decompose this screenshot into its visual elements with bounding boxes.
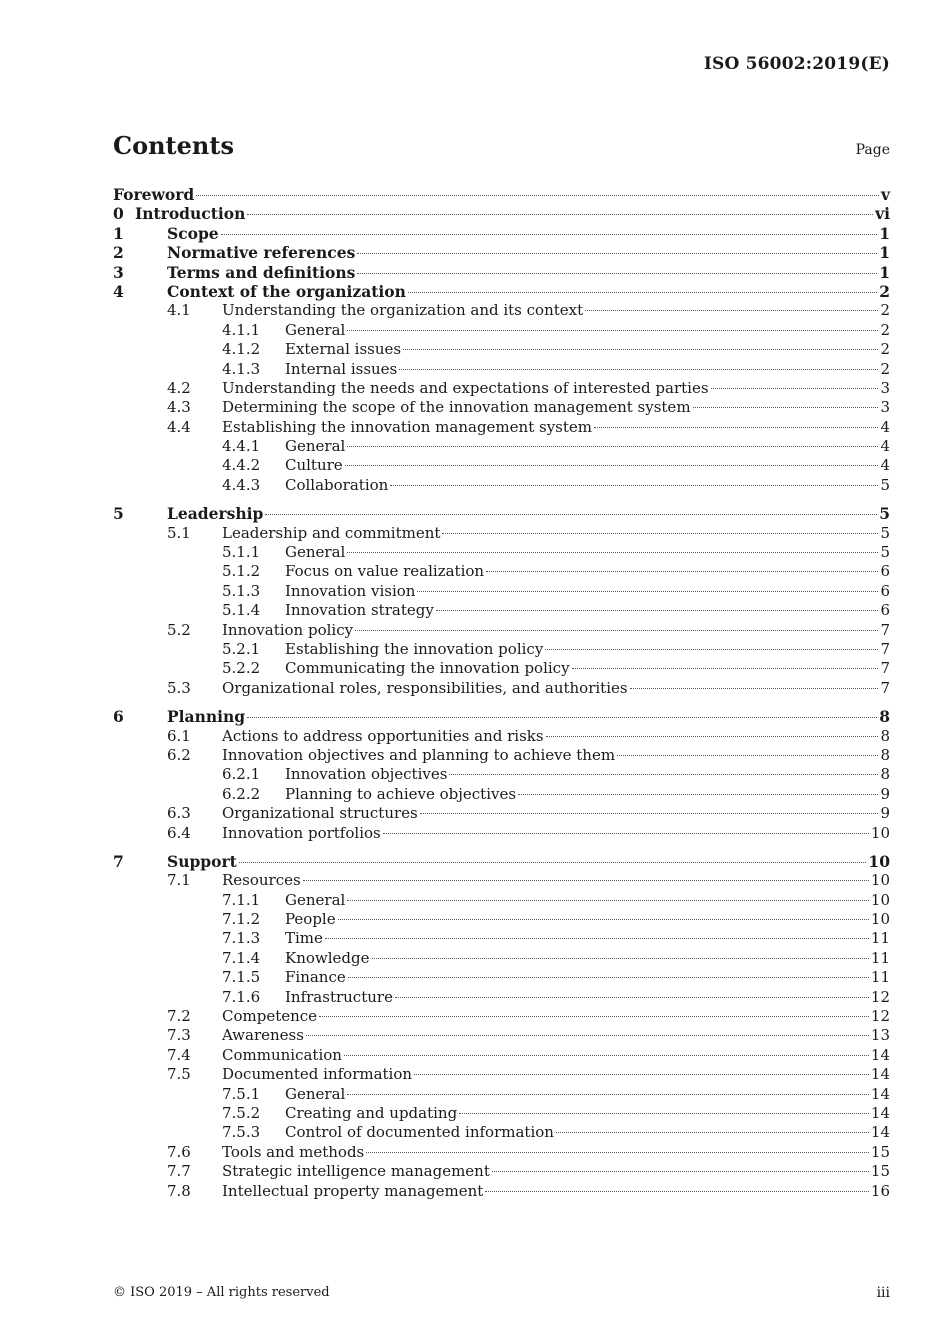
toc-dot-leader — [693, 407, 879, 408]
toc-entry-page: 6 — [880, 581, 890, 600]
toc-entry-title: General — [285, 890, 346, 909]
toc-entry[interactable] — [113, 504, 890, 523]
toc-entry-page: 14 — [870, 1065, 890, 1084]
toc-entry-page: 4 — [880, 417, 890, 436]
toc-dot-leader — [319, 1016, 869, 1017]
table-of-contents — [113, 185, 890, 1201]
toc-entry[interactable] — [113, 224, 890, 243]
toc-dot-leader — [247, 717, 877, 718]
toc-dot-leader — [546, 736, 879, 737]
toc-entry-page: 3 — [880, 378, 890, 397]
toc-entry-number: 6.2.2 — [222, 784, 261, 803]
toc-entry-page: 14 — [870, 1084, 890, 1103]
toc-entry-page: v — [880, 185, 890, 204]
toc-entry-title: General — [285, 1084, 346, 1103]
toc-entry-title: Terms and definitions — [167, 262, 356, 282]
toc-entry-title: Control of documented information — [285, 1123, 554, 1142]
toc-entry-number: 7.1.2 — [222, 910, 261, 929]
toc-dot-leader — [347, 552, 878, 553]
toc-entry[interactable] — [113, 640, 890, 659]
toc-entry-title: Context of the organization — [167, 281, 406, 301]
toc-entry-number: 4.3 — [167, 398, 191, 417]
toc-entry-number: 7.1.5 — [222, 968, 261, 987]
toc-entry-title: Internal issues — [285, 359, 398, 378]
toc-entry[interactable] — [113, 621, 890, 640]
toc-entry-page: 15 — [870, 1162, 890, 1181]
toc-entry-page: 11 — [870, 948, 890, 967]
toc-entry-title: Innovation strategy — [285, 601, 434, 620]
toc-entry-page: 7 — [880, 620, 890, 639]
toc-entry-number: 4.4.1 — [222, 437, 261, 456]
toc-entry-title: Innovation objectives — [285, 765, 448, 784]
toc-entry-title: Innovation objectives and planning to achieve them — [222, 745, 616, 764]
toc-entry[interactable] — [113, 1143, 890, 1162]
toc-entry[interactable] — [113, 398, 890, 417]
toc-dot-leader — [355, 630, 878, 631]
toc-entry-page: 3 — [880, 398, 890, 417]
toc-entry-number: 7.1 — [167, 871, 191, 890]
toc-entry-page: 13 — [870, 1026, 890, 1045]
toc-entry-number: 4.1.2 — [222, 340, 261, 359]
toc-entry-title: Scope — [167, 223, 219, 243]
toc-entry-title: Resources — [222, 871, 301, 890]
toc-entry[interactable] — [113, 321, 890, 340]
toc-entry-page: 1 — [879, 243, 890, 263]
toc-entry-title: Actions to address opportunities and risks — [222, 726, 544, 745]
toc-entry-number: 4.1.1 — [222, 320, 261, 339]
toc-entry-page: 9 — [880, 784, 890, 803]
toc-entry-page: 4 — [880, 456, 890, 475]
toc-dot-leader — [545, 649, 878, 650]
toc-entry[interactable] — [113, 185, 890, 204]
toc-entry-title: Understanding the needs and expectations of interested parties — [222, 378, 709, 397]
toc-entry[interactable] — [113, 456, 890, 475]
toc-entry-page: 8 — [880, 765, 890, 784]
toc-dot-leader — [347, 330, 878, 331]
toc-entry-title: Planning to achieve objectives — [285, 784, 517, 803]
toc-dot-leader — [347, 900, 869, 901]
toc-dot-leader — [357, 273, 877, 274]
toc-entry-number: 5.1.2 — [222, 562, 261, 581]
toc-entry-number: 7.3 — [167, 1026, 191, 1045]
toc-entry-number: 5.2.2 — [222, 659, 261, 678]
toc-entry[interactable] — [113, 929, 890, 948]
toc-entry-title: Introduction — [135, 204, 246, 224]
toc-entry-number: 1 — [113, 223, 124, 243]
toc-entry[interactable] — [113, 524, 890, 543]
toc-entry-title: External issues — [285, 340, 402, 359]
toc-entry-page: vi — [875, 204, 890, 224]
toc-dot-leader — [306, 1035, 869, 1036]
toc-entry-number: 7.7 — [167, 1162, 191, 1181]
toc-dot-leader — [414, 1074, 869, 1075]
toc-entry-title: Innovation vision — [285, 581, 416, 600]
toc-entry-page: 5 — [880, 543, 890, 562]
toc-entry-number: 5.1.4 — [222, 601, 261, 620]
toc-entry-page: 7 — [880, 659, 890, 678]
toc-dot-leader — [395, 997, 869, 998]
toc-dot-leader — [345, 465, 879, 466]
toc-entry-title: Support — [167, 851, 237, 871]
toc-entry-number: 4 — [113, 281, 124, 301]
toc-entry-page: 2 — [879, 281, 890, 301]
toc-entry-title: Establishing the innovation policy — [285, 639, 544, 658]
toc-entry-number: 4.2 — [167, 378, 191, 397]
toc-entry[interactable] — [113, 727, 890, 746]
toc-entry-page: 5 — [880, 475, 890, 494]
footer-page-number: iii — [876, 1285, 890, 1301]
toc-entry-title: Organizational structures — [222, 804, 418, 823]
toc-entry-number: 7.1.3 — [222, 929, 261, 948]
toc-dot-leader — [630, 688, 879, 689]
toc-entry-page: 7 — [880, 639, 890, 658]
toc-entry-page: 7 — [880, 678, 890, 697]
toc-entry-number: 7.5.1 — [222, 1084, 261, 1103]
toc-entry[interactable] — [113, 204, 890, 223]
toc-entry-number: 7 — [113, 851, 124, 871]
toc-entry-title: Time — [285, 929, 323, 948]
toc-dot-leader — [247, 214, 873, 215]
toc-dot-leader — [403, 349, 878, 350]
toc-entry-number: 7.1.4 — [222, 948, 261, 967]
toc-entry[interactable] — [113, 301, 890, 320]
toc-entry-number: 5.1.1 — [222, 543, 261, 562]
toc-entry-page: 11 — [870, 929, 890, 948]
toc-dot-leader — [436, 610, 879, 611]
toc-entry[interactable] — [113, 360, 890, 379]
toc-entry-number: 7.8 — [167, 1181, 191, 1200]
toc-entry-number: 5.1 — [167, 523, 191, 542]
toc-entry-title: Tools and methods — [222, 1142, 365, 1161]
toc-entry-number: 5 — [113, 504, 124, 524]
toc-entry-number: 7.1.1 — [222, 890, 261, 909]
toc-dot-leader — [585, 310, 878, 311]
toc-entry[interactable] — [113, 804, 890, 823]
toc-entry[interactable] — [113, 891, 890, 910]
toc-entry[interactable] — [113, 1085, 890, 1104]
toc-entry-number: 4.4.2 — [222, 456, 261, 475]
toc-entry-number: 6.2 — [167, 745, 191, 764]
toc-dot-leader — [408, 292, 877, 293]
toc-entry[interactable] — [113, 871, 890, 890]
toc-entry-title: Communicating the innovation policy — [285, 659, 570, 678]
toc-entry-title: General — [285, 543, 346, 562]
toc-entry-page: 14 — [870, 1123, 890, 1142]
toc-entry[interactable] — [113, 1007, 890, 1026]
toc-entry-title: General — [285, 437, 346, 456]
toc-entry[interactable] — [113, 340, 890, 359]
toc-entry-title: Focus on value realization — [285, 562, 485, 581]
toc-entry-title: Collaboration — [285, 475, 389, 494]
toc-entry[interactable] — [113, 765, 890, 784]
toc-entry-title: Leadership and commitment — [222, 523, 441, 542]
toc-dot-leader — [344, 1055, 869, 1056]
toc-entry-title: Strategic intelligence management — [222, 1162, 490, 1181]
toc-entry-page: 1 — [879, 223, 890, 243]
toc-entry-title: Organizational roles, responsibilities, and authorities — [222, 678, 628, 697]
toc-entry-page: 8 — [880, 745, 890, 764]
toc-entry-number: 5.3 — [167, 678, 191, 697]
toc-dot-leader — [459, 1113, 869, 1114]
toc-dot-leader — [449, 774, 878, 775]
document-id: ISO 56002:2019(E) — [703, 54, 890, 74]
toc-entry-page: 4 — [880, 437, 890, 456]
toc-entry[interactable] — [113, 418, 890, 437]
toc-entry[interactable] — [113, 263, 890, 282]
toc-dot-leader — [366, 1152, 869, 1153]
toc-entry-title: Innovation policy — [222, 620, 354, 639]
toc-entry-page: 6 — [880, 601, 890, 620]
toc-entry-number: 7.4 — [167, 1045, 191, 1064]
toc-dot-leader — [518, 794, 878, 795]
toc-dot-leader — [572, 668, 879, 669]
toc-entry-page: 11 — [870, 968, 890, 987]
toc-entry-number: 4.1 — [167, 301, 191, 320]
toc-entry-page: 1 — [879, 262, 890, 282]
toc-entry[interactable] — [113, 707, 890, 726]
toc-dot-leader — [390, 485, 878, 486]
toc-dot-leader — [347, 1094, 869, 1095]
toc-entry-number: 0 — [113, 204, 124, 224]
toc-entry[interactable] — [113, 1123, 890, 1142]
toc-entry[interactable] — [113, 476, 890, 495]
toc-entry-number: 6.4 — [167, 823, 191, 842]
toc-entry-title: Finance — [285, 968, 346, 987]
toc-entry[interactable] — [113, 679, 890, 698]
toc-entry-number: 7.5.2 — [222, 1103, 261, 1122]
toc-entry-title: Culture — [285, 456, 343, 475]
toc-entry[interactable] — [113, 988, 890, 1007]
toc-entry[interactable] — [113, 243, 890, 262]
toc-entry[interactable] — [113, 1104, 890, 1123]
toc-entry-page: 6 — [880, 562, 890, 581]
toc-entry-page: 15 — [870, 1142, 890, 1161]
toc-entry-number: 6.1 — [167, 726, 191, 745]
toc-entry-number: 3 — [113, 262, 124, 282]
toc-entry[interactable] — [113, 1162, 890, 1181]
toc-entry-number: 5.2 — [167, 620, 191, 639]
toc-entry[interactable] — [113, 437, 890, 456]
toc-entry-number: 4.1.3 — [222, 359, 261, 378]
toc-entry-title: Documented information — [222, 1065, 413, 1084]
toc-entry-number: 2 — [113, 243, 124, 263]
toc-entry-number: 5.2.1 — [222, 639, 261, 658]
toc-dot-leader — [372, 958, 869, 959]
toc-entry[interactable] — [113, 1026, 890, 1045]
toc-entry-number: 7.1.6 — [222, 987, 261, 1006]
toc-entry-number: 5.1.3 — [222, 581, 261, 600]
toc-entry-page: 10 — [870, 871, 890, 890]
toc-entry[interactable] — [113, 824, 890, 843]
toc-dot-leader — [265, 514, 877, 515]
contents-title: Contents — [113, 131, 234, 160]
toc-entry-page: 14 — [870, 1103, 890, 1122]
toc-entry-title: Leadership — [167, 504, 264, 524]
toc-dot-leader — [239, 862, 867, 863]
toc-dot-leader — [325, 938, 869, 939]
toc-entry[interactable] — [113, 910, 890, 929]
toc-entry-page: 9 — [880, 804, 890, 823]
toc-entry-title: Determining the scope of the innovation management system — [222, 398, 691, 417]
toc-dot-leader — [303, 880, 869, 881]
toc-dot-leader — [221, 234, 878, 235]
toc-entry[interactable] — [113, 949, 890, 968]
toc-dot-leader — [485, 1191, 869, 1192]
toc-dot-leader — [357, 253, 877, 254]
toc-dot-leader — [348, 977, 869, 978]
toc-dot-leader — [594, 427, 878, 428]
footer-copyright: © ISO 2019 – All rights reserved — [113, 1285, 330, 1300]
toc-dot-leader — [347, 446, 878, 447]
toc-entry-title: General — [285, 320, 346, 339]
toc-entry[interactable] — [113, 379, 890, 398]
toc-entry[interactable] — [113, 1046, 890, 1065]
toc-entry-page: 8 — [880, 726, 890, 745]
toc-entry-page: 8 — [879, 707, 890, 727]
toc-entry-page: 14 — [870, 1045, 890, 1064]
toc-entry-page: 12 — [870, 987, 890, 1006]
toc-entry-title: Intellectual property management — [222, 1181, 484, 1200]
toc-entry[interactable] — [113, 543, 890, 562]
toc-entry-title: Infrastructure — [285, 987, 393, 1006]
toc-entry-title: People — [285, 910, 336, 929]
toc-entry-title: Normative references — [167, 243, 356, 263]
toc-entry[interactable] — [113, 852, 890, 871]
toc-entry-page: 2 — [880, 340, 890, 359]
toc-entry-title: Awareness — [222, 1026, 304, 1045]
toc-dot-leader — [383, 833, 869, 834]
toc-dot-leader — [711, 388, 879, 389]
toc-entry[interactable] — [113, 582, 890, 601]
toc-entry-title: Foreword — [113, 185, 195, 204]
toc-dot-leader — [338, 919, 869, 920]
toc-entry[interactable] — [113, 601, 890, 620]
toc-entry-title: Understanding the organization and its context — [222, 301, 584, 320]
toc-entry-title: Creating and updating — [285, 1103, 458, 1122]
toc-entry-page: 5 — [880, 523, 890, 542]
toc-dot-leader — [399, 369, 878, 370]
toc-entry-page: 2 — [880, 359, 890, 378]
toc-entry-number: 4.4 — [167, 417, 191, 436]
toc-entry-number: 6.2.1 — [222, 765, 261, 784]
toc-entry-page: 2 — [880, 301, 890, 320]
page-column-label: Page — [855, 142, 890, 158]
toc-entry-title: Communication — [222, 1045, 342, 1064]
toc-entry-page: 10 — [870, 910, 890, 929]
toc-dot-leader — [486, 571, 878, 572]
toc-dot-leader — [492, 1171, 869, 1172]
toc-entry-title: Planning — [167, 707, 246, 727]
toc-entry-page: 16 — [870, 1181, 890, 1200]
toc-entry[interactable] — [113, 1182, 890, 1201]
toc-dot-leader — [420, 813, 879, 814]
toc-dot-leader — [617, 755, 878, 756]
toc-entry-number: 4.4.3 — [222, 475, 261, 494]
toc-dot-leader — [556, 1132, 869, 1133]
toc-entry-page: 12 — [870, 1007, 890, 1026]
toc-entry[interactable] — [113, 562, 890, 581]
toc-entry-page: 10 — [870, 823, 890, 842]
toc-entry[interactable] — [113, 968, 890, 987]
toc-dot-leader — [417, 591, 878, 592]
toc-dot-leader — [442, 533, 878, 534]
toc-entry-title: Establishing the innovation management system — [222, 417, 592, 436]
toc-entry-number: 6 — [113, 707, 124, 727]
toc-entry-page: 10 — [870, 890, 890, 909]
toc-entry[interactable] — [113, 1065, 890, 1084]
toc-entry-number: 7.5.3 — [222, 1123, 261, 1142]
toc-entry-page: 2 — [880, 320, 890, 339]
toc-entry[interactable] — [113, 282, 890, 301]
toc-entry[interactable] — [113, 785, 890, 804]
toc-entry-page: 5 — [879, 504, 890, 524]
toc-dot-leader — [196, 195, 879, 196]
toc-entry-title: Knowledge — [285, 948, 370, 967]
toc-entry-title: Competence — [222, 1007, 318, 1026]
toc-entry-title: Innovation portfolios — [222, 823, 381, 842]
toc-entry-number: 7.5 — [167, 1065, 191, 1084]
toc-entry-number: 6.3 — [167, 804, 191, 823]
toc-entry-number: 7.6 — [167, 1142, 191, 1161]
toc-entry[interactable] — [113, 746, 890, 765]
toc-entry[interactable] — [113, 659, 890, 678]
toc-entry-number: 7.2 — [167, 1007, 191, 1026]
toc-entry-page: 10 — [868, 851, 890, 871]
